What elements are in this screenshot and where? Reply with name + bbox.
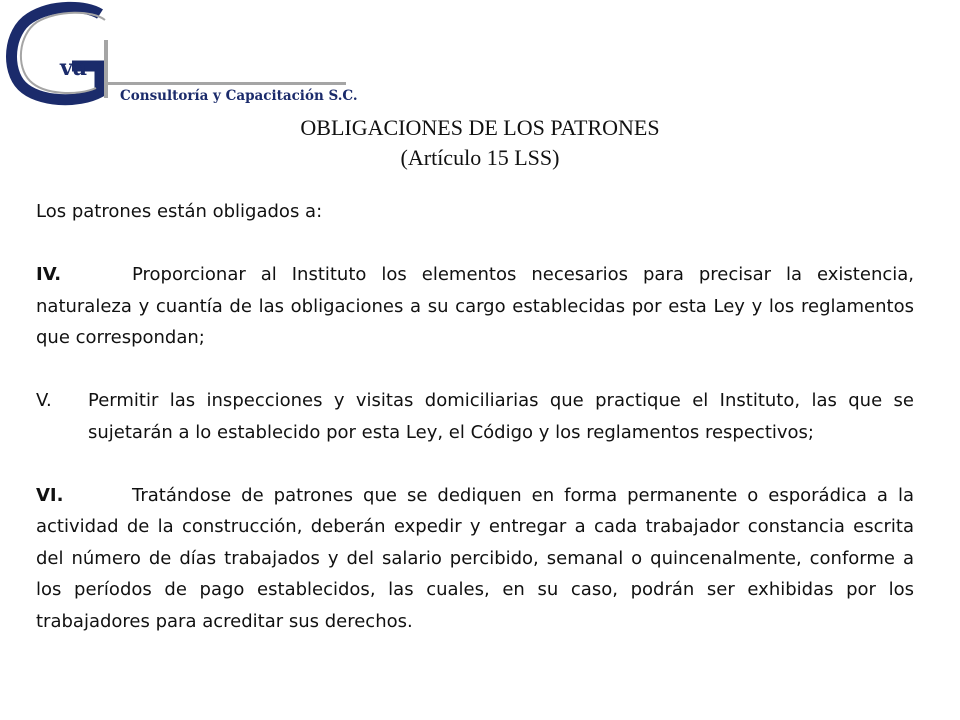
logo-letters: va xyxy=(60,55,88,81)
intro-text: Los patrones están obligados a: xyxy=(36,201,323,222)
item-number: VI. xyxy=(36,484,64,506)
company-logo xyxy=(0,0,380,120)
item-text: Permitir las inspecciones y visitas domiciliarias que practique el Instituto, las que se sujetarán a lo establecido por esta Ley, el Código y los reglamentos respectivos; xyxy=(88,390,914,443)
list-item-vi xyxy=(36,480,914,638)
item-number: V. xyxy=(36,390,52,411)
item-text: Tratándose de patrones que se dediquen en forma permanente o esporádica a la actividad de la construcción, deberán expedir y entregar a cada trabajador constancia escrita del número de días trabajados y del salario percibido, semanal o quincenalmente, conforme a los períodos de pago establecidos, las cuales, en su caso, podrán ser exhibidas por los trabajadores para acreditar sus derechos. xyxy=(36,484,914,632)
list-item-v xyxy=(36,385,914,448)
list-item-iv xyxy=(36,259,914,354)
title-line-1: OBLIGACIONES DE LOS PATRONES xyxy=(300,115,660,140)
item-text: Proporcionar al Instituto los elementos necesarios para precisar la existencia, naturaleza y cuantía de las obligaciones a su cargo establecidas por esta Ley y los reglamentos que correspondan; xyxy=(36,264,914,348)
slide-title xyxy=(0,113,960,173)
item-number: IV. xyxy=(36,264,62,285)
logo-tagline: Consultoría y Capacitación S.C. xyxy=(120,88,358,104)
slide-body xyxy=(36,196,914,669)
title-line-2: (Artículo 15 LSS) xyxy=(400,145,560,170)
